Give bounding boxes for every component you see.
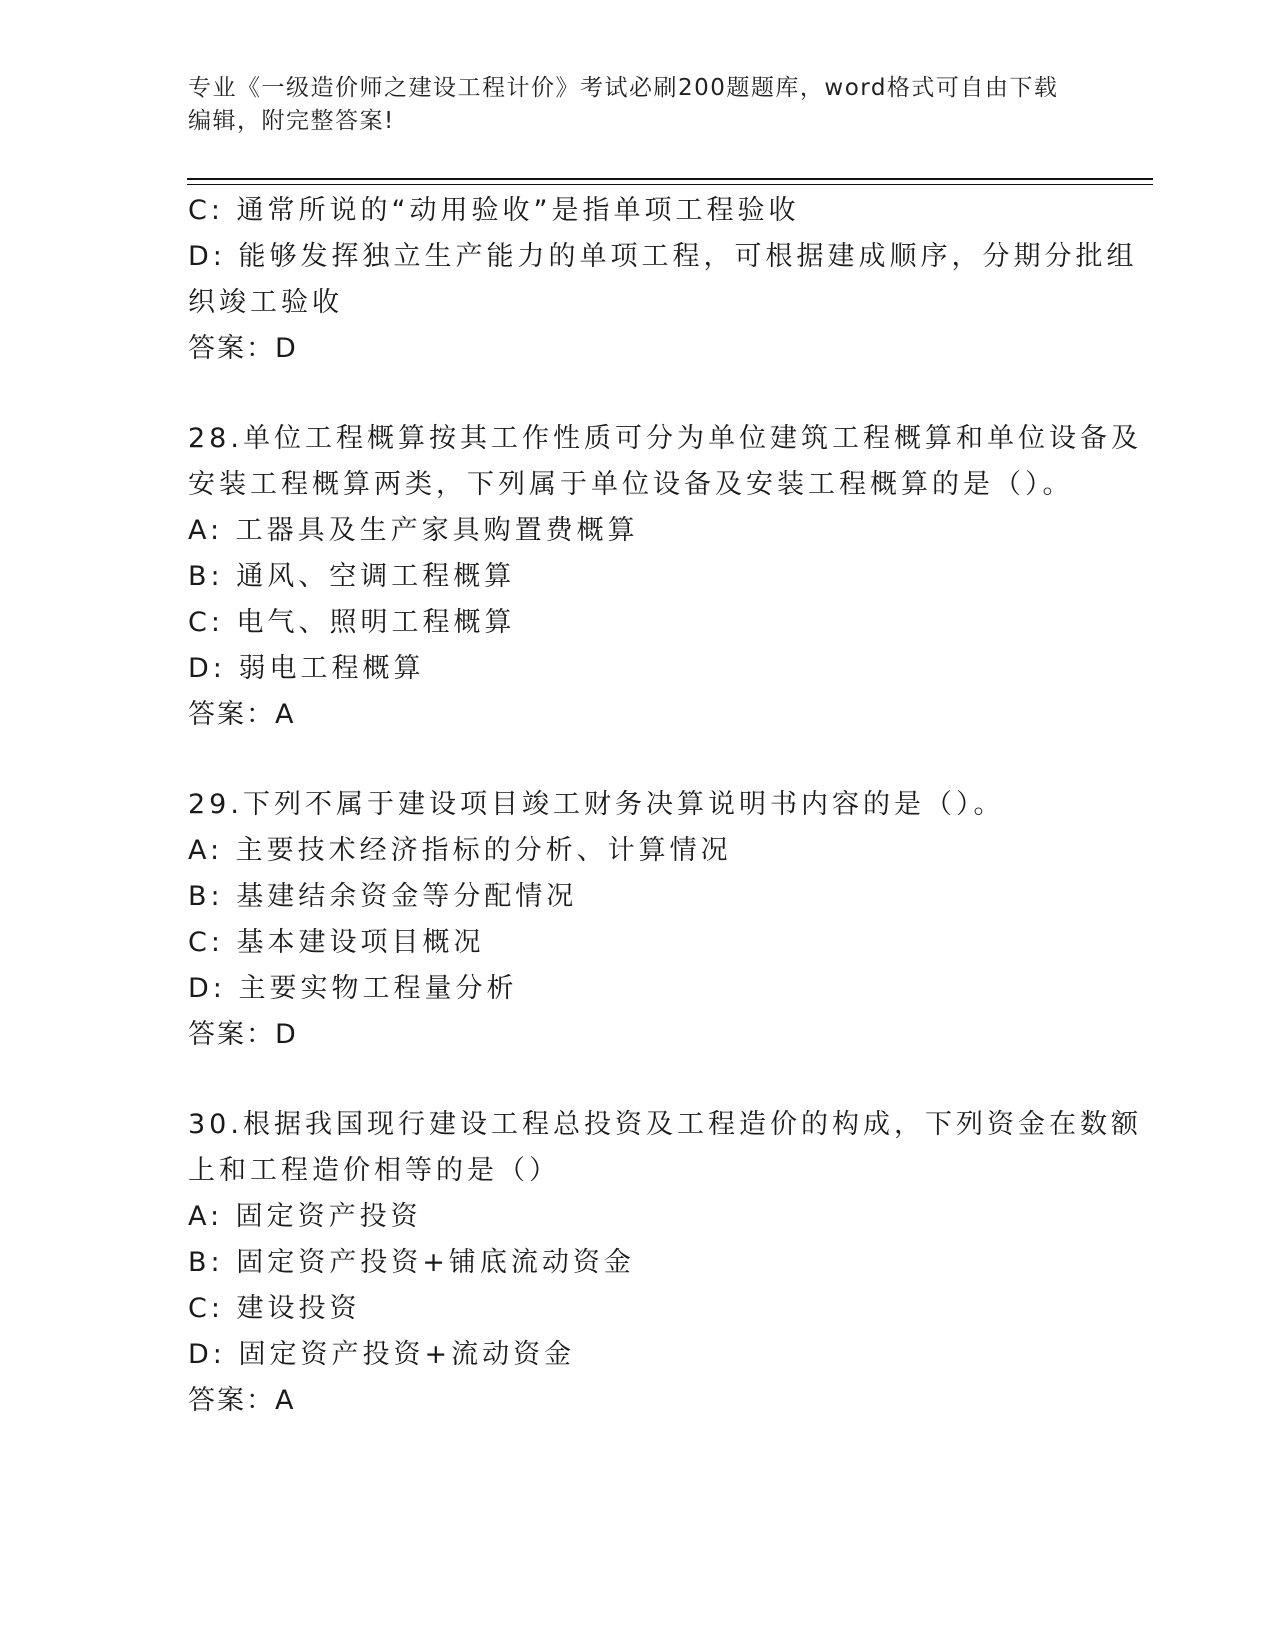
option-c: C: 基本建设项目概况 [188, 927, 485, 958]
option-a: A: 主要技术经济指标的分析、计算情况 [188, 835, 732, 866]
question-30 [188, 1102, 1142, 1424]
spacer [188, 1058, 1088, 1102]
spacer [188, 372, 1088, 416]
option-d-continued: 织竣工验收 [188, 287, 343, 318]
option-b: B: 基建结余资金等分配情况 [188, 881, 578, 912]
option-b: B: 固定资产投资+铺底流动资金 [188, 1247, 635, 1278]
option-d: D: 主要实物工程量分析 [188, 973, 518, 1004]
question-stem: 29.下列不属于建设项目竣工财务决算说明书内容的是（）。 [188, 789, 1005, 820]
answer-line: 答案：D [188, 1019, 298, 1050]
option-d: D: 能够发挥独立生产能力的单项工程，可根据建成顺序，分期分批组 [188, 241, 1138, 272]
question-stem-continued: 安装工程概算两类，下列属于单位设备及安装工程概算的是（）。 [188, 469, 1074, 500]
header-title-line2: 编辑，附完整答案! [188, 108, 395, 134]
option-c: C: 建设投资 [188, 1293, 361, 1324]
question-27-continued [188, 188, 1138, 372]
question-28 [188, 416, 1142, 738]
option-d: D: 固定资产投资+流动资金 [188, 1339, 576, 1370]
option-d: D: 弱电工程概算 [188, 653, 425, 684]
question-content [188, 188, 1142, 1424]
answer-line: 答案：A [188, 699, 296, 730]
option-c: C: 通常所说的“动用验收”是指单项工程验收 [188, 195, 800, 226]
spacer [188, 738, 1088, 782]
option-b: B: 通风、空调工程概算 [188, 561, 516, 592]
question-stem: 30.根据我国现行建设工程总投资及工程造价的构成，下列资金在数额 [188, 1109, 1142, 1140]
option-a: A: 固定资产投资 [188, 1201, 422, 1232]
question-stem: 28.单位工程概算按其工作性质可分为单位建筑工程概算和单位设备及 [188, 423, 1142, 454]
header-divider-thick [187, 178, 1153, 180]
header-divider-thin [187, 184, 1153, 185]
question-29 [188, 782, 1088, 1058]
header-title-line1: 专业《一级造价师之建设工程计价》考试必刷200题题库，word格式可自由下载 [188, 75, 1059, 101]
question-stem-continued: 上和工程造价相等的是（） [188, 1155, 560, 1186]
option-a: A: 工器具及生产家具购置费概算 [188, 515, 639, 546]
page-header [188, 72, 1078, 138]
answer-line: 答案：D [188, 333, 298, 364]
option-c: C: 电气、照明工程概算 [188, 607, 516, 638]
answer-line: 答案：A [188, 1385, 296, 1416]
